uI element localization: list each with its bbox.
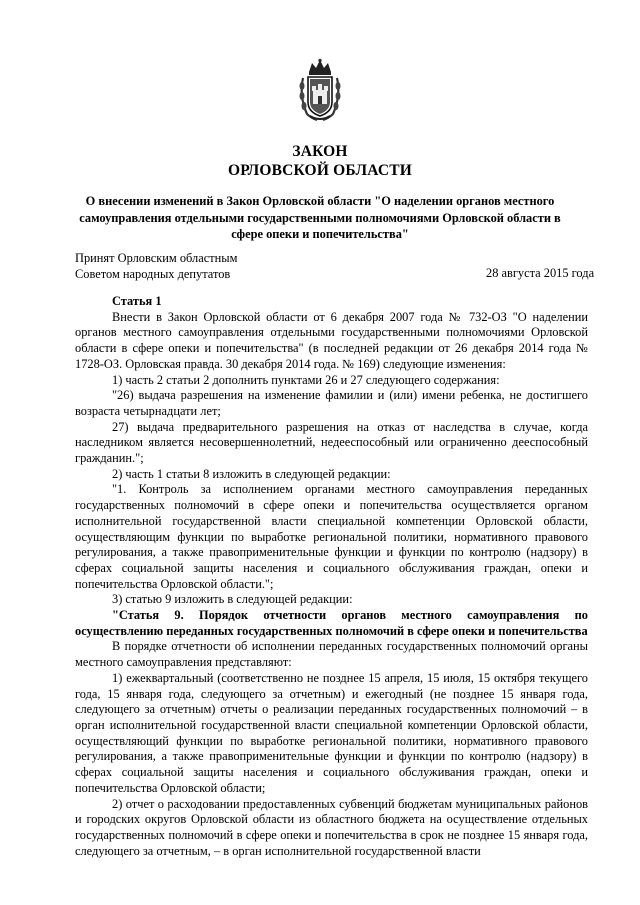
adoption-block: [75, 250, 237, 282]
adoption-line-2: Советом народных депутатов: [75, 267, 231, 282]
document-body: [75, 294, 588, 859]
coat-of-arms-icon: [297, 58, 343, 122]
article-9-heading: "Статья 9. Порядок отчетности органов местного самоуправления по осуществлению переданных государственных полномочий в сфере опеки и попечительства: [75, 608, 588, 638]
region-title: ОРЛОВСКОЙ ОБЛАСТИ: [227, 162, 413, 179]
article-heading: Статья 1: [112, 294, 162, 308]
law-title: ЗАКОН: [292, 143, 348, 160]
adoption-line-1: Принят Орловским областным: [75, 251, 238, 265]
body-paragraph: 1) часть 2 статьи 2 дополнить пунктами 26 и 27 следующего содержания:: [112, 372, 500, 387]
body-paragraph: Внести в Закон Орловской области от 6 декабря 2007 года № 732-ОЗ "О наделении органов местного самоуправления отдельными государственными полномочиями Орловской области в сфере опеки и попечительства" (в последней редакции от 26 декабря 2014 года № 1728-ОЗ. Орловская правда. 30 декабря 2014 года. № 169) следующие изменения:: [75, 309, 588, 371]
adoption-date: 28 августа 2015 года: [486, 266, 595, 280]
body-paragraph: 27) выдача предварительного разрешения на отказ от наследства в случае, когда наследником является несовершеннолетний, недееспособный или ограниченно дееспособный гражданин.";: [75, 419, 588, 466]
body-paragraph: 2) отчет о расходовании предоставленных субвенций бюджетам муниципальных районов и городских округов Орловской области из областного бюджета на осуществление отдельных государственных полномочий в сфере опеки и попечительства в срок не позднее 15 января года, следующего за отчетным, – в орган исполнительной государственной власти: [75, 796, 588, 858]
body-paragraph: "26) выдача разрешения на изменение фамилии и (или) имени ребенка, не достигшего возраста четырнадцати лет;: [75, 388, 588, 418]
body-paragraph: 2) часть 1 статьи 8 изложить в следующей редакции:: [112, 466, 391, 481]
law-subtitle: О внесении изменений в Закон Орловской области "О наделении органов местного самоуправления отдельными государственными полномочиями Орловской области в сфере опеки и попечительства": [79, 194, 561, 241]
body-paragraph: "1. Контроль за исполнением органами местного самоуправления переданных государственных полномочий в сфере опеки и попечительства осуществляется органом исполнительной государственной власти специальной компетенции Орловской области, осуществляющим функции по выработке региональной политики, нормативного правового регулирования, а также правоприменительные функции и функции по контролю (надзору) в сферах социальной защиты населения и социального обслуживания граждан, опеки и попечительства Орловской области.";: [75, 482, 588, 591]
body-paragraph: 3) статью 9 изложить в следующей редакции:: [112, 592, 353, 607]
body-paragraph: В порядке отчетности об исполнении переданных государственных полномочий органы местного самоуправления представляют:: [75, 639, 588, 670]
body-paragraph: 1) ежеквартальный (соответственно не позднее 15 апреля, 15 июля, 15 октября текущего года, 15 января года, следующего за отчетным) и ежегодный (не позднее 15 января года, следующего за отчетным) отчеты о реализации переданных государственных полномочий – в орган исполнительной государственной власти специальной компетенции Орловской области, осуществляющий функции по выработке региональной политики, нормативного правового регулирования, а также правоприменительные функции и функции по контролю (надзору) в сферах социальной защиты населения и социального обслуживания граждан, опеки и попечительства Орловской области;: [75, 670, 588, 795]
